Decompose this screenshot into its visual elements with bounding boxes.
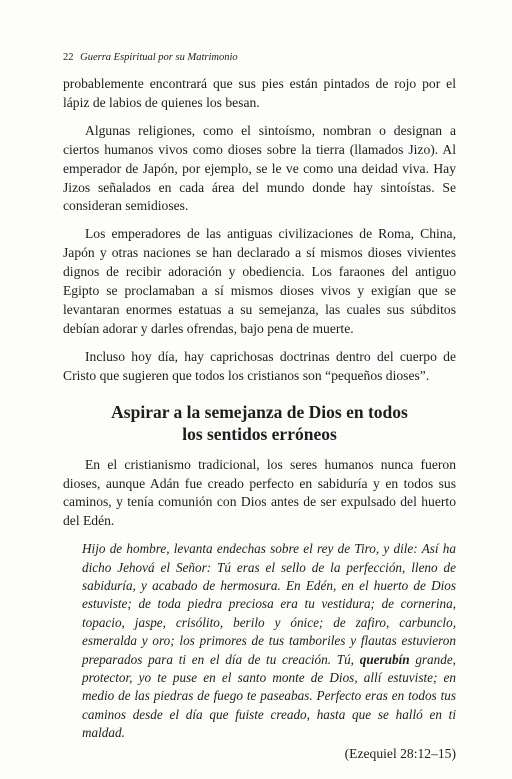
scripture-quote [82, 540, 456, 763]
section-heading-line1: Aspirar a la semejanza de Dios en todos [111, 401, 408, 422]
running-head [63, 52, 238, 63]
paragraph-emperors: Los emperadores de las antiguas civilizaciones de Roma, China, Japón y otras naciones se han declarado a sí mismos dioses vivientes dignos de recibir adoración y obediencia. Los faraones del antiguo Egipto se proclamaban a sí mismos dioses vivos y exigían que se levantaran enormes estatuas a su semejanza, las cuales sus súbditos debían adorar y darles ofrendas, bajo pena de muerte. [63, 226, 456, 336]
paragraph-doctrines: Incluso hoy día, hay caprichosas doctrinas dentro del cuerpo de Cristo que sugieren que todos los cristianos son “pequeños dioses”. [63, 348, 456, 383]
paragraph-section-intro: En el cristianismo tradicional, los seres humanos nunca fueron dioses, aunque Adán fue creado perfecto en sabiduría y en todos sus caminos, y tenía comunión con Dios antes de ser expulsado del huerto del Edén. [63, 456, 456, 529]
section-heading-line2: los sentidos erróneos [182, 423, 337, 444]
quote-citation: (Ezequiel 28:12–15) [344, 745, 456, 761]
section-heading [63, 401, 456, 445]
book-title: Guerra Espiritual por su Matrimonio [80, 52, 238, 63]
quote-text-before: Hijo de hombre, levanta endechas sobre el rey de Tiro, y dile: Así ha dicho Jehová el Señor: Tú eras el sello de la perfección, lleno de sabiduría, y acabado de hermosura. En Edén, en el huerto de Dios estuviste; de toda piedra preciosa era tu vestidura; de cornerina, topacio, jaspe, crisólito, berilo y ónice; de zafiro, carbunclo, esmeralda y oro; los primores de tus tamboriles y flautas estuvieron preparados para ti en el día de tu creación. Tú, [82, 541, 456, 667]
paragraph-shinto: Algunas religiones, como el sintoísmo, nombran o designan a ciertos humanos vivos como dioses sobre la tierra (llamados Jizo). Al emperador de Japón, por ejemplo, se le ve como una deidad viva. Hay Jizos señalados en cada área del mundo donde hay sintoístas. Se consideran semidioses. [63, 122, 456, 214]
body-text [63, 75, 456, 763]
quote-emphasis: querubín [359, 651, 410, 667]
page-number: 22 [63, 52, 74, 63]
quote-text-after: grande, protector, yo te puse en el santo monte de Dios, allí estuviste; en medio de las piedras de fuego te paseabas. Perfecto eras en todos tus caminos desde el día que fuiste creado, hasta que se halló en ti maldad. [82, 651, 456, 741]
paragraph-continuation: probablemente encontrará que sus pies están pintados de rojo por el lápiz de labios de quienes los besan. [63, 76, 456, 110]
